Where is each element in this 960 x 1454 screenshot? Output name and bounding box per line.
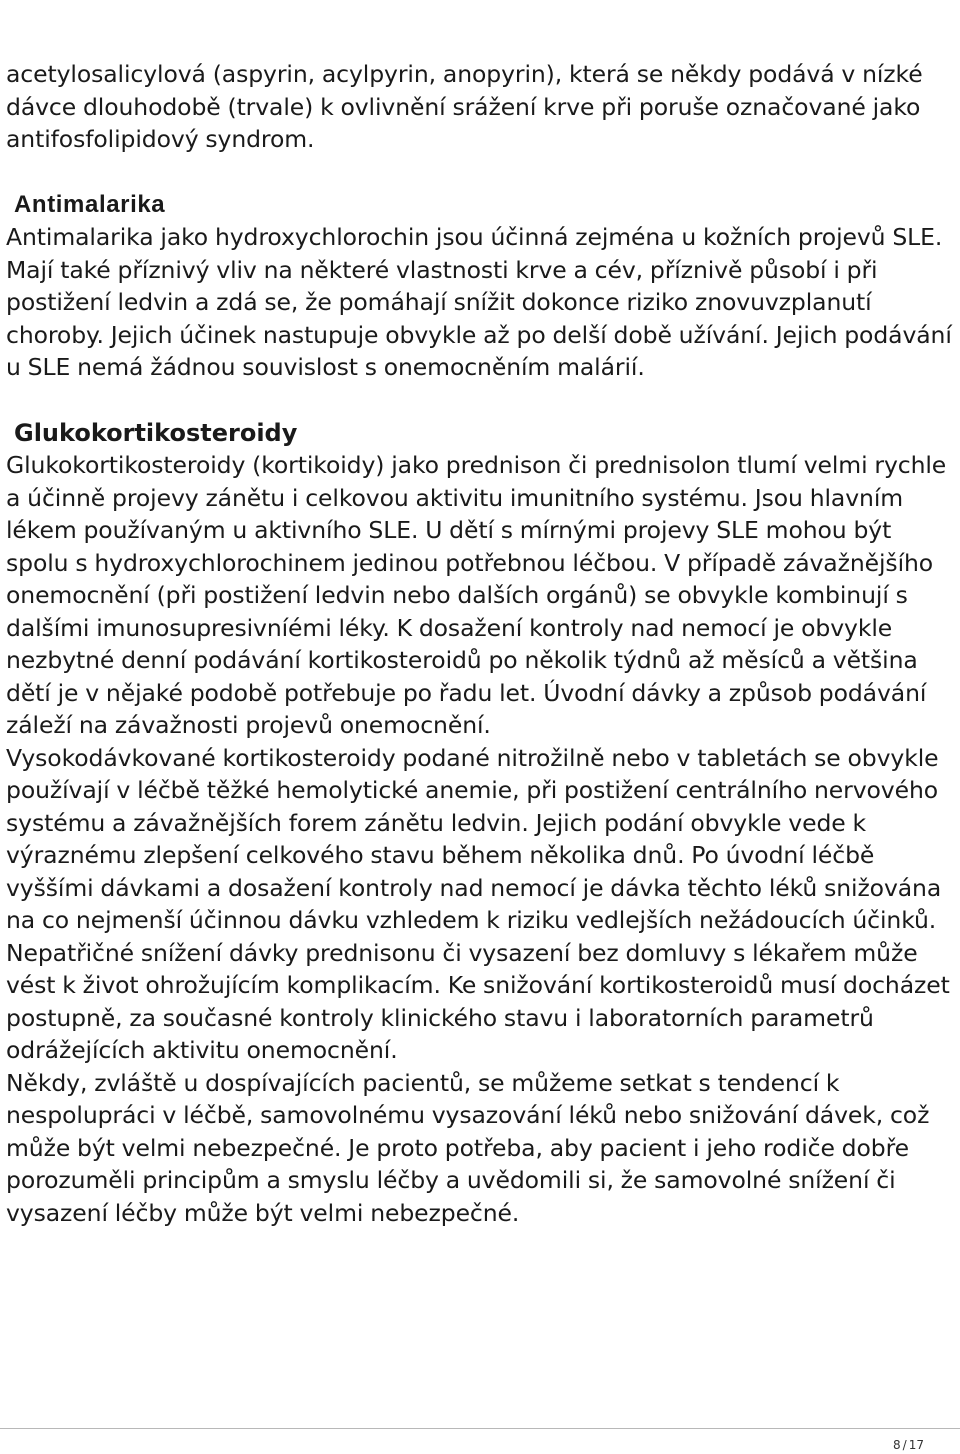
section-antimalarika (6, 189, 952, 384)
glukokortikosteroidy-paragraph-1: Glukokortikosteroidy (kortikoidy) jako prednison či prednisolon tlumí velmi rychle a účinně projevy zánětu i celkovou aktivitu imunitního systému. Jsou hlavním lékem používaným u aktivního SLE. U dětí s mírnými projevy SLE mohou být spolu s hydroxychlorochinem jedinou potřebnou léčbou. V případě závažnějšího onemocnění (při postižení ledvin nebo dalších orgánů) se obvykle kombinují s dalšími imunosupresivníémi léky. K dosažení kontroly nad nemocí je obvykle nezbytné denní podávání kortikosteroidů po několik týdnů až měsíců a většina dětí je v nějaké podobě potřebuje po řadu let. Úvodní dávky a způsob podávání záleží na závažnosti projevů onemocnění. (6, 451, 947, 739)
glukokortikosteroidy-paragraph-2: Vysokodávkované kortikosteroidy podané nitrožilně nebo v tabletách se obvykle používají v léčbě těžké hemolytické anemie, při postižení centrálního nervového systému a závažnějších forem zánětu ledvin. Jejich podání obvykle vede k výraznému zlepšení celkového stavu během několika dnů. Po úvodní léčbě vyššími dávkami a dosažení kontroly nad nemocí je dávka těchto léků snižována na co nejmenší účinnou dávku vzhledem k riziku vedlejších nežádoucích účinků. (6, 743, 942, 934)
section-glukokortikosteroidy (6, 417, 952, 1230)
page-number (893, 1438, 924, 1452)
glukokortikosteroidy-paragraph-3: Nepatřičné snížení dávky prednisonu či vysazení bez domluvy s lékařem může vést k život ohrožujícím komplikacím. Ke snižování kortikosteroidů musí docházet postupně, za současné kontroly klinického stavu i laboratorních parametrů odrážejících aktivitu onemocnění. (6, 938, 950, 1064)
section-heading-antimalarika: Antimalarika (14, 190, 166, 218)
document-page (6, 58, 952, 1262)
footer-divider (0, 1428, 960, 1429)
section-body-antimalarika: Antimalarika jako hydroxychlorochin jsou účinná zejména u kožních projevů SLE. Mají také příznivý vliv na některé vlastnosti krve a cév, příznivě působí i při postižení ledvin a zdá se, že pomáhají snížit dokonce riziko znovuvzplanutí choroby. Jejich účinek nastupuje obvykle až po delší době užívání. Jejich podávání u SLE nemá žádnou souvislost s onemocněním malárií. (6, 223, 952, 381)
section-heading-glukokortikosteroidy: Glukokortikosteroidy (14, 418, 298, 447)
page-current: 8 (893, 1438, 901, 1452)
intro-paragraph: acetylosalicylová (aspyrin, acylpyrin, anopyrin), která se někdy podává v nízké dávce dlouhodobě (trvale) k ovlivnění srážení krve při poruše označované jako antifosfolipidový syndrom. (6, 60, 923, 153)
glukokortikosteroidy-paragraph-4: Někdy, zvláště u dospívajících pacientů, se můžeme setkat s tendencí k nespolupráci v léčbě, samovolnému vysazování léků nebo snižování dávek, což může být velmi nebezpečné. Je proto potřeba, aby pacient i jeho rodiče dobře porozuměli principům a smyslu léčby a uvědomili si, že samovolné snížení či vysazení léčby může být velmi nebezpečné. (6, 1068, 930, 1227)
page-separator: / (902, 1438, 907, 1452)
page-footer (0, 1428, 960, 1454)
page-total: 17 (908, 1438, 924, 1452)
